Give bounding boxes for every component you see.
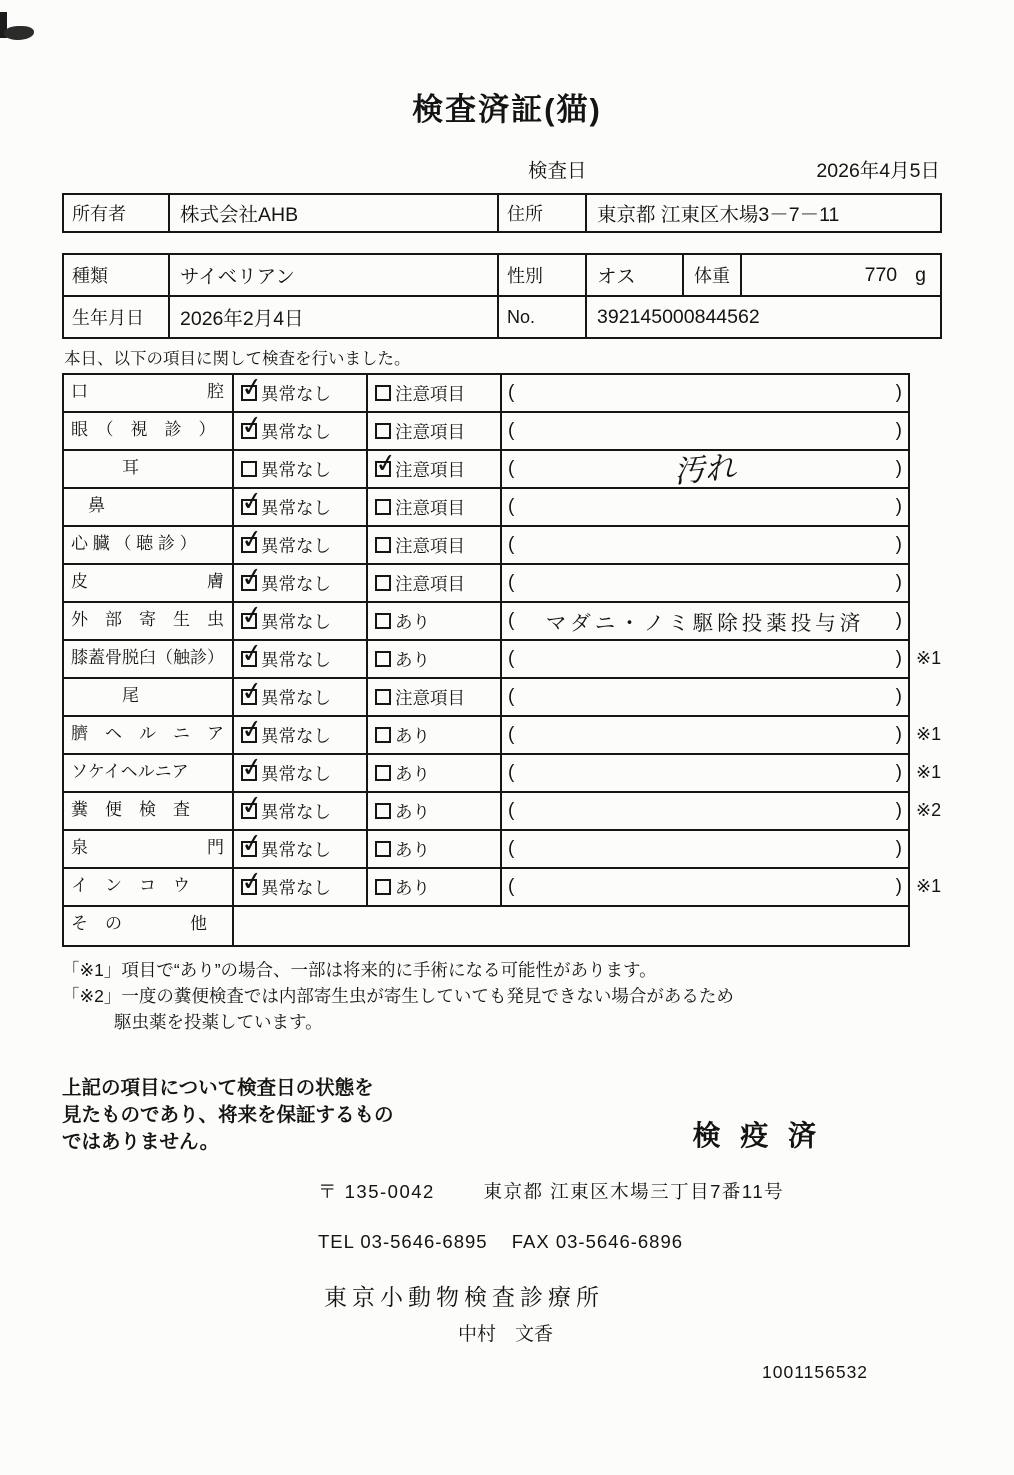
checkbox-no-abnormality	[239, 750, 265, 784]
inspection-date-row	[62, 155, 940, 183]
paren-open: (	[508, 420, 515, 441]
inspection-item-label: 膝蓋骨脱臼（触診）	[64, 641, 234, 677]
checkbox-attention-label: あり	[395, 763, 430, 784]
breed-label: 種類	[63, 254, 169, 296]
option-no-abnormality	[234, 788, 368, 829]
clinic-address: 東京都 江東区木場三丁目7番11号	[483, 1181, 785, 1202]
postal-code: 〒 135-0042	[318, 1181, 435, 1202]
checkbox-no-abnormality	[239, 408, 265, 442]
inspection-row	[64, 522, 908, 565]
option-attention	[368, 831, 502, 867]
checkbox-no-abnormality	[241, 461, 257, 477]
footnote-mark: ※1	[916, 648, 942, 668]
inspection-row	[64, 864, 942, 907]
option-no-abnormality	[234, 451, 368, 487]
checkbox-attention	[375, 385, 391, 401]
inspection-row	[64, 788, 942, 831]
birthdate-value: 2026年2月4日	[169, 296, 498, 338]
checkbox-attention	[375, 575, 391, 591]
inspection-item-label: 泉 門	[64, 831, 234, 867]
option-no-abnormality	[234, 674, 368, 715]
disclaimer-text	[62, 1075, 394, 1156]
disclaimer-line-3: ではありません。	[62, 1131, 220, 1153]
option-attention	[368, 793, 502, 829]
footnotes	[62, 957, 1014, 1035]
finding-parentheses	[502, 527, 908, 563]
checkmark-icon: ✓	[239, 636, 265, 670]
checkbox-attention	[375, 537, 391, 553]
inspection-item-label: ソケイヘルニア	[64, 755, 234, 791]
option-attention	[368, 527, 502, 563]
inspection-item-label: 鼻	[64, 489, 234, 525]
finding-parentheses	[502, 641, 908, 677]
inspection-item-label: 皮 膚	[64, 565, 234, 601]
footnote-mark: ※1	[916, 724, 942, 744]
option-attention	[368, 446, 502, 487]
paren-close: )	[895, 382, 902, 403]
paren-close: )	[895, 496, 902, 517]
checkbox-attention	[375, 423, 391, 439]
option-attention	[368, 717, 502, 753]
sex-value: オス	[586, 254, 683, 296]
pet-info-row-2	[63, 296, 941, 338]
checkbox-no-abnormality-label: 異常なし	[261, 573, 331, 594]
finding-parentheses	[502, 717, 908, 753]
option-attention	[368, 641, 502, 677]
inspection-item-label: 心 臓 （ 聴 診 ）	[64, 527, 234, 563]
paren-open: (	[508, 876, 515, 897]
inspection-row	[64, 907, 908, 945]
option-attention	[368, 375, 502, 411]
option-no-abnormality	[234, 826, 368, 867]
finding-parentheses	[502, 755, 908, 791]
checkbox-attention-label: 注意項目	[395, 535, 465, 556]
checkbox-attention	[375, 499, 391, 515]
clinic-name: 東京小動物検査診療所	[324, 1284, 604, 1310]
paren-open: (	[508, 686, 515, 707]
finding-parentheses	[502, 489, 908, 525]
checkmark-icon: ✓	[239, 560, 265, 594]
option-no-abnormality	[234, 408, 368, 449]
option-attention	[368, 679, 502, 715]
checkbox-no-abnormality-label: 異常なし	[261, 877, 331, 898]
checkbox-no-abnormality	[239, 636, 265, 670]
checkbox-attention	[375, 727, 391, 743]
checkbox-no-abnormality-label: 異常なし	[261, 839, 331, 860]
checkmark-icon: ✓	[239, 598, 265, 632]
paren-close: )	[895, 458, 902, 479]
checkbox-attention-label: あり	[395, 877, 430, 898]
id-number-value: 392145000844562	[586, 296, 941, 338]
inspection-row	[64, 598, 908, 641]
inspection-row	[64, 674, 908, 717]
option-attention	[368, 413, 502, 449]
checkbox-attention-label: あり	[395, 649, 430, 670]
inspection-row	[64, 370, 908, 413]
checkmark-icon: ✓	[239, 826, 265, 860]
id-number-label: No.	[498, 296, 586, 338]
finding-note: マダニ・ノミ駆除投薬投与済	[545, 612, 865, 635]
paren-open: (	[508, 572, 515, 593]
checkbox-no-abnormality	[239, 484, 265, 518]
inspection-item-label: 耳	[64, 451, 234, 487]
checkmark-icon: ✓	[239, 484, 265, 518]
checkbox-attention	[375, 803, 391, 819]
finding-parentheses	[502, 679, 908, 715]
checkbox-no-abnormality	[239, 826, 265, 860]
inspection-item-label: 臍 ヘ ル ニ ア	[64, 717, 234, 753]
checkmark-icon: ✓	[239, 522, 265, 556]
inspection-row	[64, 826, 908, 869]
pet-info-table	[62, 253, 942, 339]
finding-parentheses	[502, 793, 908, 829]
weight-cell	[741, 254, 941, 296]
option-no-abnormality	[234, 522, 368, 563]
option-no-abnormality	[234, 750, 368, 791]
paren-open: (	[508, 610, 515, 631]
checkbox-attention-label: あり	[395, 611, 430, 632]
checkbox-no-abnormality-label: 異常なし	[261, 725, 331, 746]
inspection-row	[64, 636, 942, 679]
footnote-mark: ※2	[916, 800, 942, 820]
option-no-abnormality	[234, 560, 368, 601]
finding-note: 汚れ	[672, 448, 738, 490]
paren-close: )	[895, 610, 902, 631]
paren-close: )	[895, 838, 902, 859]
finding-parentheses	[502, 831, 908, 867]
paren-open: (	[508, 382, 515, 403]
weight-unit: g	[915, 263, 926, 286]
option-attention	[368, 869, 502, 905]
checkbox-no-abnormality	[239, 788, 265, 822]
inspection-date-value: 2026年4月5日	[816, 160, 940, 182]
address-label: 住所	[498, 194, 586, 232]
checkbox-no-abnormality	[239, 522, 265, 556]
paren-close: )	[895, 534, 902, 555]
breed-value: サイベリアン	[169, 254, 498, 296]
checkbox-no-abnormality-label: 異常なし	[261, 535, 331, 556]
checkbox-no-abnormality-label: 異常なし	[261, 459, 331, 480]
checkbox-no-abnormality-label: 異常なし	[261, 611, 331, 632]
checkbox-attention-label: あり	[395, 725, 430, 746]
checkmark-icon: ✓	[239, 864, 265, 898]
clinic-fax: FAX 03-5646-6896	[511, 1231, 684, 1252]
checkmark-icon: ✓	[373, 446, 399, 480]
document-title: 検査済証(猫)	[412, 92, 602, 127]
option-attention	[368, 603, 502, 639]
owner-row	[63, 194, 941, 232]
checkbox-attention	[375, 879, 391, 895]
inspection-row	[64, 484, 908, 527]
inspection-table	[62, 370, 942, 947]
pet-info-row-1	[63, 254, 941, 296]
paren-close: )	[895, 876, 902, 897]
inspection-item-label: 糞 便 検 査	[64, 793, 234, 829]
checkbox-attention-label: 注意項目	[395, 383, 465, 404]
disclaimer-and-stamp	[62, 1075, 940, 1156]
option-attention	[368, 755, 502, 791]
checkbox-no-abnormality-label: 異常なし	[261, 383, 331, 404]
clinic-address-row	[318, 1178, 1014, 1204]
checkbox-no-abnormality-label: 異常なし	[261, 687, 331, 708]
clinic-tel: TEL 03-5646-6895	[318, 1231, 488, 1252]
checkbox-no-abnormality-label: 異常なし	[261, 801, 331, 822]
finding-parentheses	[502, 869, 908, 905]
checkmark-icon: ✓	[239, 370, 265, 404]
paren-close: )	[895, 420, 902, 441]
paren-close: )	[895, 686, 902, 707]
footnote-mark: ※1	[916, 876, 942, 896]
owner-label: 所有者	[63, 194, 169, 232]
checkbox-attention	[375, 689, 391, 705]
weight-label: 体重	[683, 254, 741, 296]
paren-open: (	[508, 800, 515, 821]
inspection-item-label: 尾	[64, 679, 234, 715]
checkbox-no-abnormality-label: 異常なし	[261, 649, 331, 670]
checkbox-attention-label: 注意項目	[395, 573, 465, 594]
checkmark-icon: ✓	[239, 788, 265, 822]
inspection-item-label: 眼 （ 視 診 ）	[64, 413, 234, 449]
checkmark-icon: ✓	[239, 408, 265, 442]
clinic-phone-row	[318, 1231, 1014, 1253]
checkbox-no-abnormality	[239, 370, 265, 404]
serial-number: 1001156532	[762, 1362, 869, 1382]
paren-open: (	[508, 534, 515, 555]
footnote-2-continued: 駆虫薬を投薬しています。	[114, 1012, 323, 1032]
inspection-item-label: イ ン コ ウ	[64, 869, 234, 905]
checkbox-attention-label: 注意項目	[395, 687, 465, 708]
checkbox-no-abnormality	[239, 712, 265, 746]
checkbox-attention	[373, 446, 399, 480]
birthdate-label: 生年月日	[63, 296, 169, 338]
sex-label: 性別	[498, 254, 586, 296]
inspection-row	[64, 712, 942, 755]
option-attention	[368, 489, 502, 525]
option-no-abnormality	[234, 636, 368, 677]
inspection-item-label: そ の 他	[64, 907, 234, 945]
checkbox-attention-label: 注意項目	[395, 497, 465, 518]
finding-parentheses	[502, 603, 908, 639]
option-no-abnormality	[234, 598, 368, 639]
owner-table	[62, 193, 942, 233]
checkbox-no-abnormality	[239, 674, 265, 708]
paren-close: )	[895, 800, 902, 821]
checkmark-icon: ✓	[239, 712, 265, 746]
checkbox-attention-label: 注意項目	[395, 421, 465, 442]
finding-parentheses	[502, 375, 908, 411]
checkbox-attention	[375, 651, 391, 667]
checkbox-attention-label: あり	[395, 801, 430, 822]
checkbox-no-abnormality-label: 異常なし	[261, 497, 331, 518]
checkbox-no-abnormality	[239, 560, 265, 594]
finding-parentheses	[502, 448, 908, 490]
inspection-row	[64, 446, 908, 490]
checkbox-attention	[375, 613, 391, 629]
intro-text: 本日、以下の項目に関して検査を行いました。	[64, 350, 411, 368]
checkbox-attention-label: 注意項目	[395, 459, 465, 480]
paren-close: )	[895, 648, 902, 669]
option-no-abnormality	[234, 712, 368, 753]
checkbox-no-abnormality-label: 異常なし	[261, 763, 331, 784]
inspection-item-label: 外 部 寄 生 虫	[64, 603, 234, 639]
option-no-abnormality	[234, 484, 368, 525]
paren-close: )	[895, 762, 902, 783]
option-attention	[368, 565, 502, 601]
paren-open: (	[508, 724, 515, 745]
address-value: 東京都 江東区木場3－7－11	[586, 194, 941, 232]
checkmark-icon: ✓	[239, 674, 265, 708]
footnote-1: 「※1」項目で“あり”の場合、一部は将来的に手術になる可能性があります。	[62, 960, 657, 980]
footnote-mark: ※1	[916, 762, 942, 782]
option-no-abnormality	[234, 864, 368, 905]
paren-open: (	[508, 496, 515, 517]
paren-open: (	[508, 838, 515, 859]
inspection-row	[64, 560, 908, 603]
disclaimer-line-1: 上記の項目について検査日の状態を	[62, 1077, 374, 1099]
quarantine-stamp: 検 疫 済	[692, 1120, 822, 1151]
paren-open: (	[508, 458, 515, 479]
checkbox-attention	[375, 841, 391, 857]
checkbox-no-abnormality	[239, 598, 265, 632]
inspection-row	[64, 750, 942, 793]
disclaimer-line-2: 見たものであり、将来を保証するもの	[62, 1104, 394, 1126]
weight-value: 770	[864, 263, 898, 286]
inspection-date-label: 検査日	[528, 160, 587, 182]
checkbox-no-abnormality-label: 異常なし	[261, 421, 331, 442]
paren-close: )	[895, 572, 902, 593]
veterinarian-name: 中村 文香	[458, 1324, 554, 1345]
paren-open: (	[508, 762, 515, 783]
option-no-abnormality	[234, 370, 368, 411]
owner-value: 株式会社AHB	[169, 194, 498, 232]
checkbox-attention-label: あり	[395, 839, 430, 860]
checkmark-icon: ✓	[239, 750, 265, 784]
finding-parentheses	[502, 565, 908, 601]
checkbox-attention	[375, 765, 391, 781]
inspection-item-label: 口 腔	[64, 375, 234, 411]
checkbox-no-abnormality	[239, 864, 265, 898]
footnote-2: 「※2」一度の糞便検査では内部寄生虫が寄生していても発見できない場合があるため	[62, 986, 734, 1006]
paren-open: (	[508, 648, 515, 669]
paren-close: )	[895, 724, 902, 745]
